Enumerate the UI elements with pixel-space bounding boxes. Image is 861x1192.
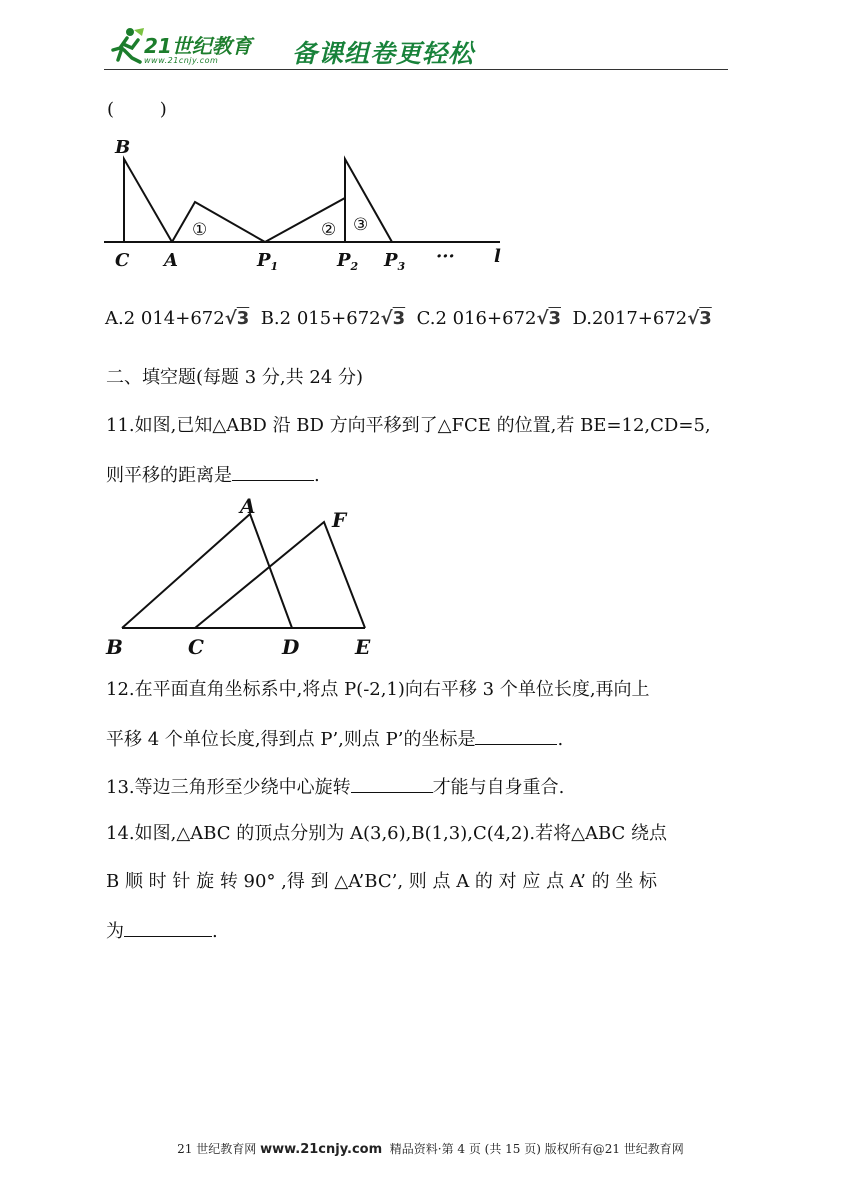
label-C: C bbox=[115, 250, 130, 271]
option-c: C.2 016+672√3 bbox=[416, 308, 561, 329]
q12-line2: 平移 4 个单位长度,得到点 P’,则点 P’的坐标是 . bbox=[106, 726, 563, 752]
q14-line2: B 顺 时 针 旋 转 90° ,得 到 △A’BC’, 则 点 A 的 对 应 点 A’ 的 坐 标 bbox=[106, 871, 658, 892]
section-title: 二、填空题(每题 3 分,共 24 分) bbox=[106, 367, 364, 388]
q10-figure bbox=[100, 130, 510, 276]
sqrt-icon: √3 bbox=[224, 308, 250, 329]
q11-line2: 则平移的距离是 . bbox=[106, 462, 320, 488]
logo-url: www.21cnjy.com bbox=[144, 56, 219, 65]
answer-blank[interactable] bbox=[475, 726, 557, 745]
answer-blank[interactable] bbox=[124, 918, 212, 937]
label-circle-1: ① bbox=[192, 220, 208, 240]
q14-line3: 为 . bbox=[106, 918, 218, 944]
label-A: A bbox=[240, 494, 256, 518]
header-divider bbox=[104, 69, 728, 70]
label-P1: $P_1$ bbox=[257, 250, 279, 273]
option-d: D.2017+672√3 bbox=[572, 308, 712, 329]
q11-figure bbox=[100, 492, 390, 662]
label-D: D bbox=[282, 635, 300, 659]
logo-text: 21世纪教育 bbox=[144, 34, 252, 58]
label-B: B bbox=[115, 137, 131, 158]
q13-line: 13.等边三角形至少绕中心旋转 才能与自身重合. bbox=[106, 774, 564, 800]
footer-link[interactable]: www.21cnjy.com bbox=[260, 1142, 383, 1157]
sqrt-icon: √3 bbox=[380, 308, 406, 329]
label-E: E bbox=[355, 635, 371, 659]
q14-line1: 14.如图,△ABC 的顶点分别为 A(3,6),B(1,3),C(4,2).若将△ABC 绕点 bbox=[106, 823, 668, 844]
label-P2: $P_2$ bbox=[337, 250, 359, 273]
runner-logo-icon bbox=[110, 26, 146, 66]
answer-blank[interactable] bbox=[232, 462, 314, 481]
sqrt-icon: √3 bbox=[687, 308, 712, 329]
label-circle-3: ③ bbox=[353, 215, 369, 235]
sqrt-icon: √3 bbox=[536, 308, 561, 329]
page-footer: 21 世纪教育网 www.21cnjy.com 精品资料·第 4 页 (共 15 页) 版权所有@21 世纪教育网 bbox=[177, 1142, 684, 1157]
option-a: A.2 014+672√3 bbox=[105, 308, 250, 329]
q11-line1: 11.如图,已知△ABD 沿 BD 方向平移到了△FCE 的位置,若 BE=12,CD=5, bbox=[106, 415, 711, 436]
label-ellipsis: ··· bbox=[436, 246, 455, 267]
answer-parentheses: ( ) bbox=[107, 99, 167, 120]
q12-line1: 12.在平面直角坐标系中,将点 P(-2,1)向右平移 3 个单位长度,再向上 bbox=[106, 679, 650, 700]
label-A: A bbox=[164, 250, 178, 271]
label-C: C bbox=[188, 635, 204, 659]
answer-blank[interactable] bbox=[351, 774, 433, 793]
label-P3: $P_3$ bbox=[384, 250, 406, 273]
header-slogan: 备课组卷更轻松 bbox=[292, 39, 475, 68]
label-F: F bbox=[332, 508, 347, 532]
option-b: B.2 015+672√3 bbox=[260, 308, 406, 329]
q10-options bbox=[105, 307, 712, 331]
label-B: B bbox=[106, 635, 123, 659]
page-header bbox=[104, 26, 728, 70]
label-l: l bbox=[494, 246, 501, 267]
label-circle-2: ② bbox=[321, 220, 337, 240]
